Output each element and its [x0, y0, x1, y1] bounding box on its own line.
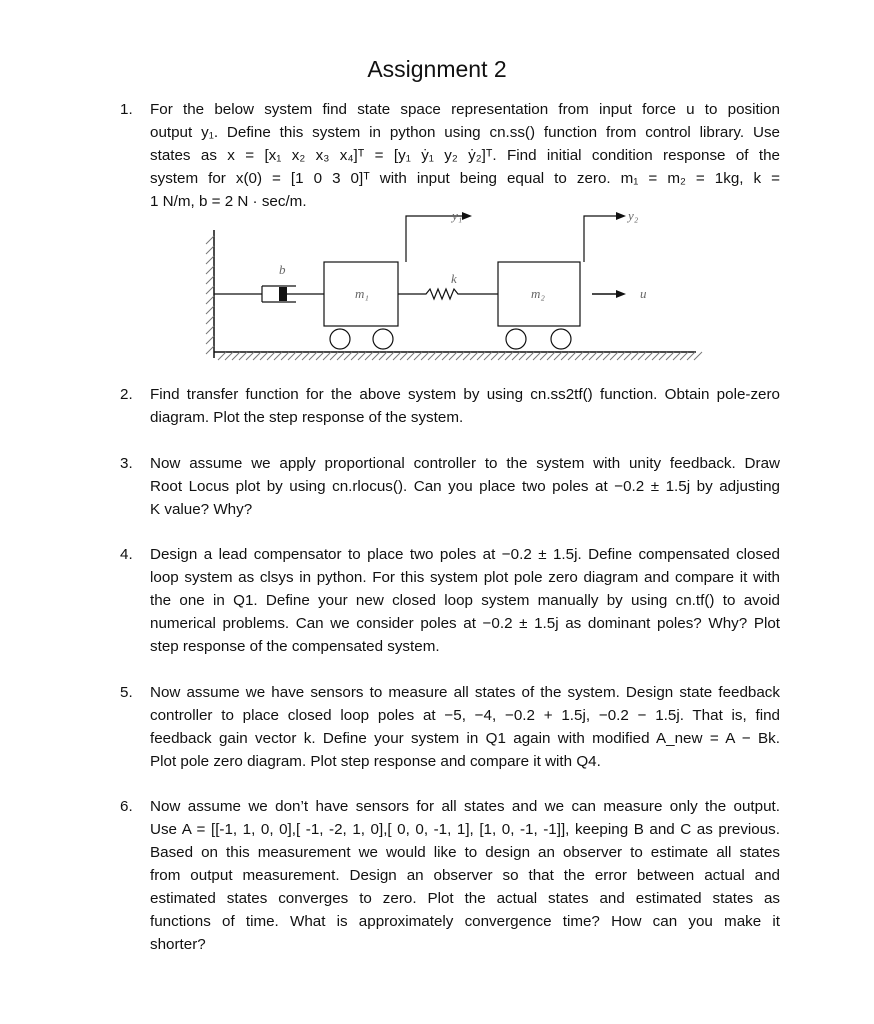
- ground-hatch-mark: [512, 352, 520, 360]
- ground-hatch-mark: [253, 352, 261, 360]
- ground-hatch-mark: [540, 352, 548, 360]
- ground-hatch-mark: [547, 352, 555, 360]
- ground-hatch-mark: [491, 352, 499, 360]
- ground-hatch-mark: [365, 352, 373, 360]
- ground-hatch-mark: [680, 352, 688, 360]
- ground-hatch-mark: [463, 352, 471, 360]
- ground-hatch-mark: [302, 352, 310, 360]
- ground-hatch-mark: [673, 352, 681, 360]
- ground-hatch-mark: [421, 352, 429, 360]
- ground-hatch-mark: [589, 352, 597, 360]
- ground-hatch-mark: [407, 352, 415, 360]
- question-line: output y₁. Define this system in python using cn.ss() function from control library. Use: [150, 124, 780, 141]
- question-line: estimated states converges to zero. Plot the actual states and estimated states as: [150, 890, 780, 907]
- question-line: states as x = [x₁ x₂ x₃ x₄]ᵀ = [y₁ ẏ₁ y₂ ẏ₂]ᵀ. Find initial condition response of the: [150, 147, 780, 164]
- question-line: step response of the compensated system.: [150, 638, 440, 655]
- ground-hatch-mark: [281, 352, 289, 360]
- question-2: [120, 383, 780, 429]
- ground-hatch-mark: [533, 352, 541, 360]
- force-u-label: u: [640, 286, 647, 301]
- question-line: controller to place closed loop poles at −5, −4, −0.2 + 1.5j, −0.2 − 1.5j. That is, find: [150, 707, 780, 724]
- y1-label: y₁: [452, 208, 463, 223]
- ground-hatch-mark: [638, 352, 646, 360]
- ground-hatch-mark: [386, 352, 394, 360]
- ground-hatch-mark: [246, 352, 254, 360]
- ground-hatch-mark: [225, 352, 233, 360]
- ground-hatch-mark: [582, 352, 590, 360]
- ground-hatch-mark: [442, 352, 450, 360]
- ground-hatch-mark: [337, 352, 345, 360]
- ground-hatch-mark: [456, 352, 464, 360]
- ground-hatch-mark: [477, 352, 485, 360]
- ground-hatch-mark: [372, 352, 380, 360]
- question-line: from output measurement. Design an observer so that the error between actual and: [150, 867, 780, 884]
- ground-hatch-mark: [295, 352, 303, 360]
- ground-hatch-mark: [267, 352, 275, 360]
- y2-label: y₂: [628, 208, 639, 223]
- question-line: 1 N/m, b = 2 N · sec/m.: [150, 193, 307, 210]
- question-line: shorter?: [150, 936, 206, 953]
- question-line: Find transfer function for the above system by using cn.ss2tf() function. Obtain pole-zero: [150, 386, 780, 403]
- ground-hatch-mark: [505, 352, 513, 360]
- ground-hatch-mark: [351, 352, 359, 360]
- question-1: [120, 98, 780, 213]
- spring-label: k: [451, 271, 457, 286]
- question-line: Now assume we don’t have sensors for all states and we can measure only the output.: [150, 798, 780, 815]
- ground-hatch-mark: [344, 352, 352, 360]
- ground-hatch-mark: [554, 352, 562, 360]
- question-line: diagram. Plot the step response of the system.: [150, 409, 464, 426]
- ground-hatch-mark: [652, 352, 660, 360]
- ground-hatch-mark: [610, 352, 618, 360]
- ground-hatch-mark: [498, 352, 506, 360]
- ground-hatch-mark: [568, 352, 576, 360]
- question-line: For the below system find state space representation from input force u to position: [150, 101, 780, 118]
- ground-hatch-mark: [288, 352, 296, 360]
- ground-hatch-mark: [274, 352, 282, 360]
- ground-hatch-mark: [575, 352, 583, 360]
- question-line: Now assume we have sensors to measure all states of the system. Design state feedback: [150, 684, 780, 701]
- question-line: Plot pole zero diagram. Plot step response and compare it with Q4.: [150, 753, 601, 770]
- ground-hatch-mark: [603, 352, 611, 360]
- ground-hatch-mark: [393, 352, 401, 360]
- ground-hatch-mark: [260, 352, 268, 360]
- question-number: 6.: [120, 798, 133, 815]
- ground-hatch-mark: [218, 352, 226, 360]
- mass-2-label: m₂: [531, 286, 545, 301]
- ground-hatch-mark: [316, 352, 324, 360]
- question-line: Now assume we apply proportional controller to the system with unity feedback. Draw: [150, 455, 780, 472]
- ground-hatch-mark: [687, 352, 695, 360]
- ground-hatch-mark: [526, 352, 534, 360]
- question-4: [120, 543, 780, 658]
- ground-hatch-mark: [323, 352, 331, 360]
- question-5: [120, 681, 780, 773]
- damper-label: b: [279, 262, 286, 277]
- question-line: Root Locus plot by using cn.rlocus(). Can you place two poles at −0.2 ± 1.5j by adjusting: [150, 478, 780, 495]
- question-line: K value? Why?: [150, 501, 253, 518]
- ground-hatch-mark: [470, 352, 478, 360]
- ground-hatch-mark: [330, 352, 338, 360]
- ground-hatch-mark: [358, 352, 366, 360]
- ground-hatch-mark: [484, 352, 492, 360]
- ground-hatch-mark: [631, 352, 639, 360]
- ground-hatch-mark: [309, 352, 317, 360]
- question-line: system for x(0) = [1 0 3 0]ᵀ with input being equal to zero. m₁ = m₂ = 1kg, k =: [150, 170, 780, 187]
- ground-hatch-mark: [435, 352, 443, 360]
- mass-1-label: m₁: [355, 286, 369, 301]
- ground-hatch-mark: [666, 352, 674, 360]
- question-line: numerical problems. Can we consider poles at −0.2 ± 1.5j as dominant poles? Why? Plot: [150, 615, 780, 632]
- ground-hatch-mark: [694, 352, 702, 360]
- question-line: the one in Q1. Define your new closed loop system manually by using cn.tf() to avoid: [150, 592, 780, 609]
- question-6: [120, 795, 780, 956]
- ground-hatch-mark: [617, 352, 625, 360]
- ground-hatch-mark: [414, 352, 422, 360]
- question-number: 1.: [120, 101, 133, 118]
- ground-hatch-mark: [428, 352, 436, 360]
- question-line: Design a lead compensator to place two poles at −0.2 ± 1.5j. Define compensated closed: [150, 546, 780, 563]
- question-3: [120, 452, 780, 521]
- ground-hatch-mark: [400, 352, 408, 360]
- ground-hatch-mark: [379, 352, 387, 360]
- ground-hatch-mark: [561, 352, 569, 360]
- question-line: functions of time. What is approximately convergence time? How can you make it: [150, 913, 780, 930]
- ground-hatch-mark: [449, 352, 457, 360]
- question-number: 2.: [120, 386, 133, 403]
- ground-hatch-mark: [519, 352, 527, 360]
- question-number: 4.: [120, 546, 133, 563]
- question-number: 3.: [120, 455, 133, 472]
- question-number: 5.: [120, 684, 133, 701]
- ground-hatch-mark: [624, 352, 632, 360]
- question-line: feedback gain vector k. Define your system in Q1 again with modified A_new = A − Bk.: [150, 730, 780, 747]
- ground-hatch-mark: [659, 352, 667, 360]
- ground-hatch-mark: [645, 352, 653, 360]
- ground-hatch-mark: [239, 352, 247, 360]
- question-line: Based on this measurement we would like to design an observer to estimate all states: [150, 844, 780, 861]
- page-title: Assignment 2: [367, 56, 507, 82]
- ground-hatch-mark: [232, 352, 240, 360]
- mass-spring-damper-diagram: [200, 200, 710, 370]
- question-line: loop system as clsys in python. For this system plot pole zero diagram and compare it with: [150, 569, 780, 586]
- question-line: Use A = [[-1, 1, 0, 0],[ -1, -2, 1, 0],[ 0, 0, -1, 1], [1, 0, -1, -1]], keeping B and C as previous.: [150, 821, 780, 838]
- ground-hatch-mark: [596, 352, 604, 360]
